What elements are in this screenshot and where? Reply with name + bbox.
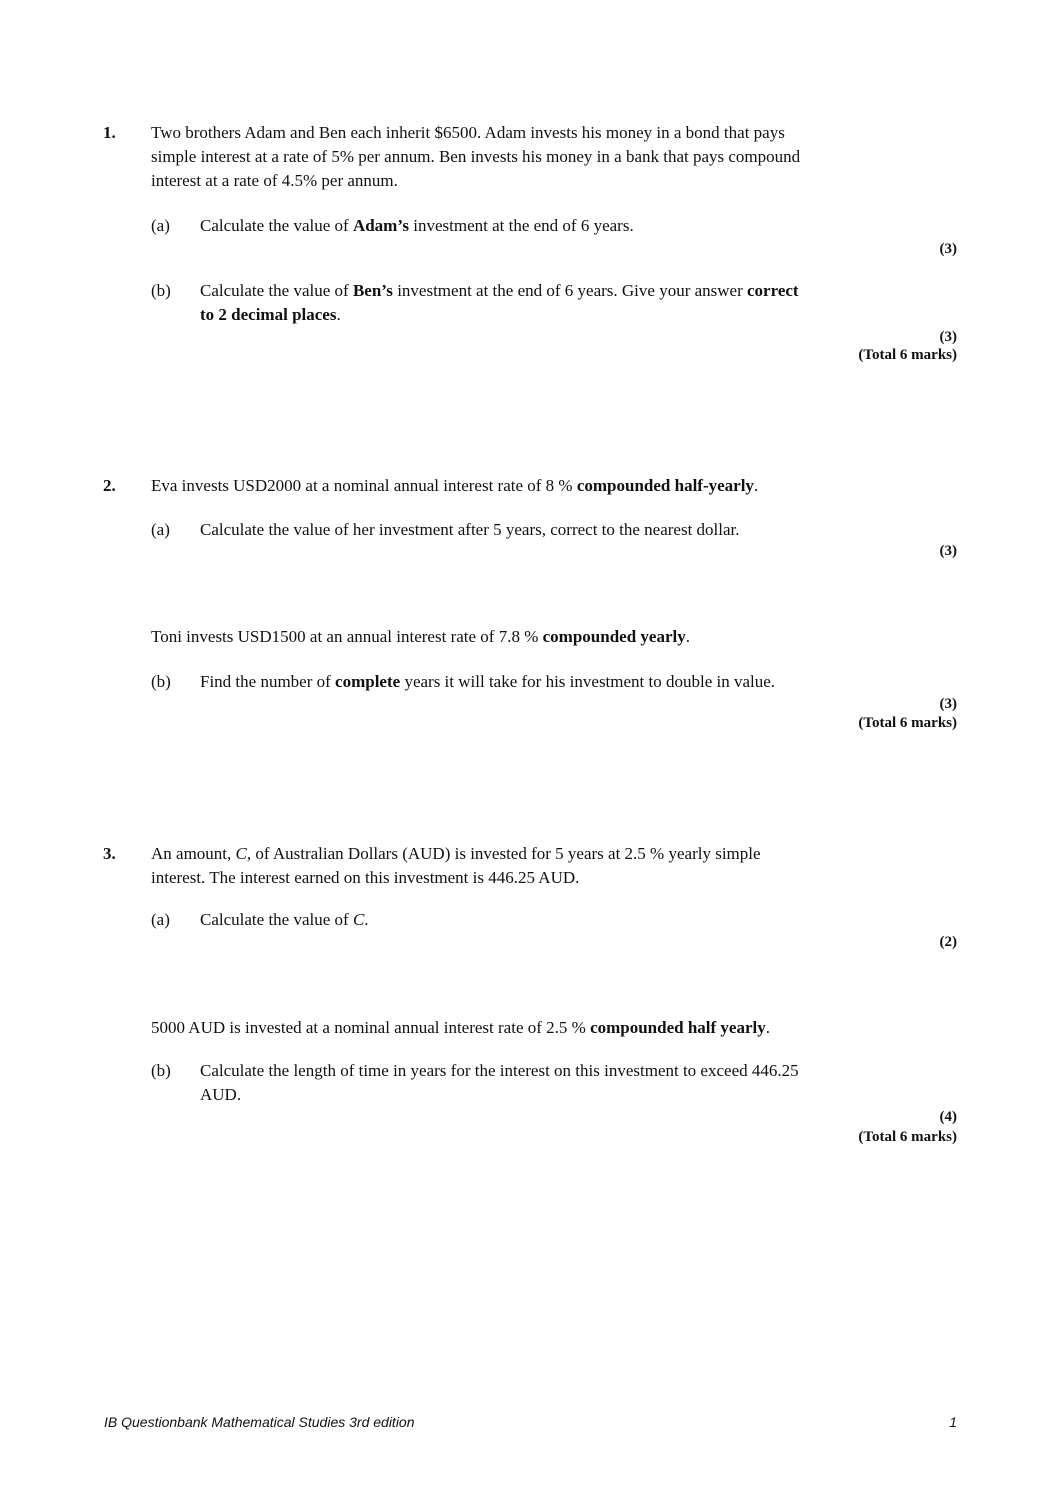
question-number: 2. xyxy=(103,476,116,495)
part-label: (b) xyxy=(151,1061,171,1080)
page-number: 1 xyxy=(949,1414,957,1430)
question-text-line: 5000 AUD is invested at a nominal annual interest rate of 2.5 % compounded half yearly. xyxy=(151,1018,770,1037)
part-label: (a) xyxy=(151,216,170,235)
part-text: Calculate the length of time in years for the interest on this investment to exceed 446.25 xyxy=(200,1061,799,1080)
question-text-line: Two brothers Adam and Ben each inherit $6500. Adam invests his money in a bond that pays xyxy=(151,123,785,142)
footer-source: IB Questionbank Mathematical Studies 3rd edition xyxy=(104,1414,415,1430)
marks: (4) xyxy=(939,1109,957,1125)
marks: (3) xyxy=(939,241,957,257)
part-text: Calculate the value of her investment after 5 years, correct to the nearest dollar. xyxy=(200,520,740,539)
question-text-line: Eva invests USD2000 at a nominal annual interest rate of 8 % compounded half-yearly. xyxy=(151,476,759,495)
total-marks: (Total 6 marks) xyxy=(858,347,957,363)
part-text: Calculate the value of C. xyxy=(200,910,369,929)
total-marks: (Total 6 marks) xyxy=(858,1129,957,1145)
question-text-line: An amount, C, of Australian Dollars (AUD) is invested for 5 years at 2.5 % yearly simple xyxy=(151,844,761,863)
question-text-line: interest. The interest earned on this investment is 446.25 AUD. xyxy=(151,868,580,887)
marks: (3) xyxy=(939,329,957,345)
marks: (3) xyxy=(939,696,957,712)
question-number: 3. xyxy=(103,844,116,863)
part-label: (a) xyxy=(151,520,170,539)
question-text-line: Toni invests USD1500 at an annual interest rate of 7.8 % compounded yearly. xyxy=(151,627,690,646)
marks: (2) xyxy=(939,934,957,950)
part-text: AUD. xyxy=(200,1085,242,1104)
part-label: (b) xyxy=(151,672,171,691)
part-label: (b) xyxy=(151,281,171,300)
part-label: (a) xyxy=(151,910,170,929)
question-number: 1. xyxy=(103,123,116,142)
part-text: Calculate the value of Adam’s investment at the end of 6 years. xyxy=(200,216,634,235)
marks: (3) xyxy=(939,543,957,559)
question-text-line: simple interest at a rate of 5% per annum. Ben invests his money in a bank that pays compound xyxy=(151,147,801,166)
part-text: Find the number of complete years it will take for his investment to double in value. xyxy=(200,672,776,691)
total-marks: (Total 6 marks) xyxy=(858,715,957,731)
part-text: to 2 decimal places. xyxy=(200,305,341,324)
question-text-line: interest at a rate of 4.5% per annum. xyxy=(151,171,398,190)
part-text: Calculate the value of Ben’s investment at the end of 6 years. Give your answer correct xyxy=(200,281,799,300)
